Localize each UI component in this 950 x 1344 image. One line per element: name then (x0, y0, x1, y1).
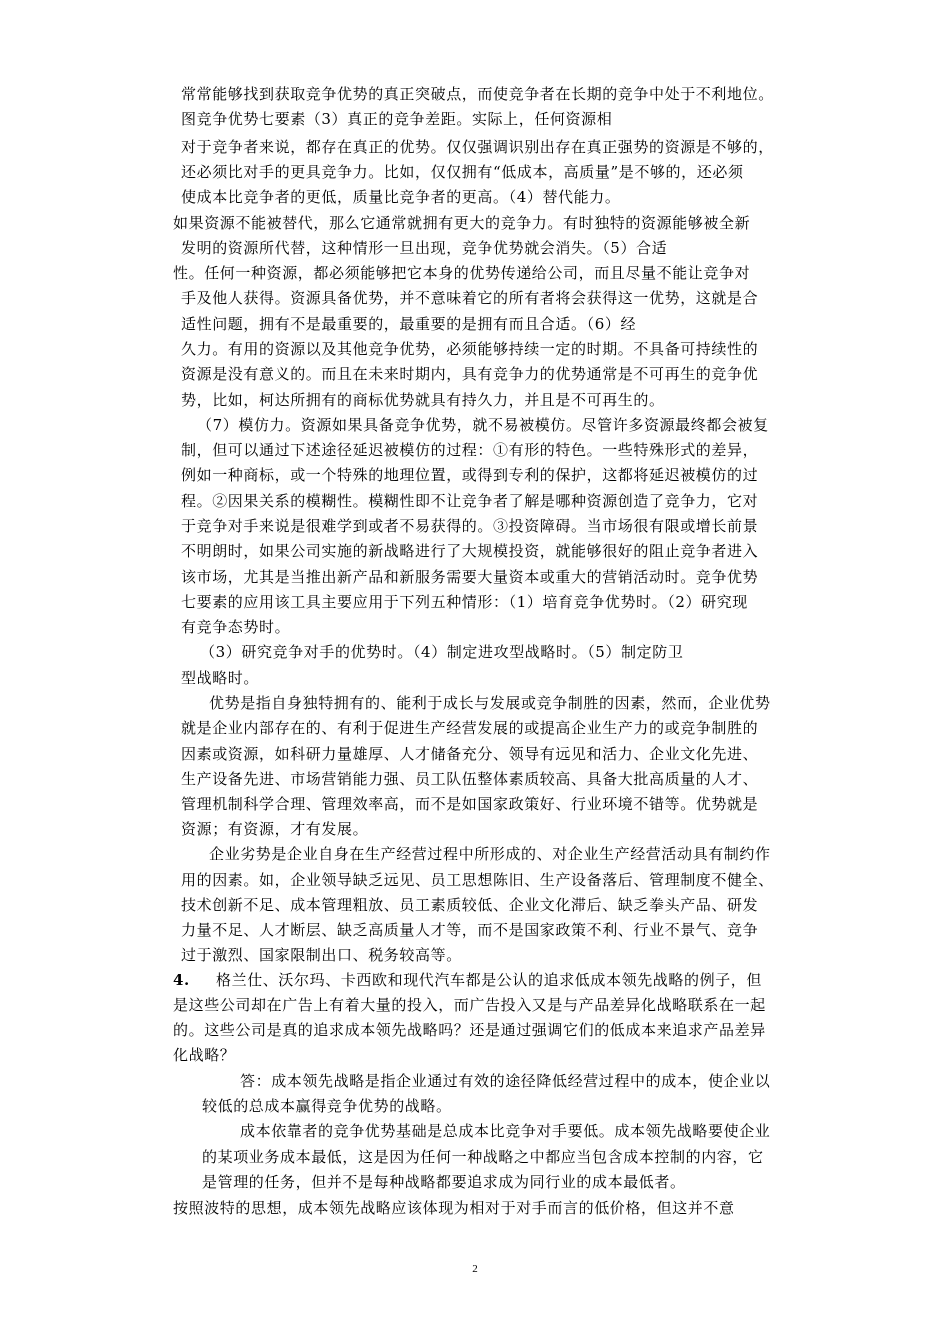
text-line: （7）模仿力。资源如果具备竞争优势，就不易被模仿。尽管许多资源最终都会被复 (197, 416, 769, 434)
text-line: 管理机制科学合理、管理效率高，而不是如国家政策好、行业环境不错等。优势就是 (181, 795, 759, 813)
text-line: 资源是没有意义的。而且在未来时期内，具有竞争力的优势通常是不可再生的竞争优 (181, 365, 759, 383)
text-line: 制，但可以通过下述途径延迟被模仿的过程：①有形的特色。一些特殊形式的差异， (181, 441, 759, 459)
text-line: 成本依靠者的竞争优势基础是总成本比竞争对手要低。成本领先战略要使企业 (240, 1122, 771, 1140)
text-line: 图竞争优势七要素（3）真正的竞争差距。实际上，任何资源相 (181, 110, 613, 128)
text-line: 常常能够找到获取竞争优势的真正突破点，而使竞争者在长期的竞争中处于不利地位。 (181, 85, 774, 103)
question-number: 4. (173, 971, 190, 989)
text-line: 化战略？ (173, 1046, 236, 1064)
text-line: 势，比如，柯达所拥有的商标优势就具有持久力，并且是不可再生的。 (181, 391, 665, 409)
text-line: 优势是指自身独特拥有的、能利于成长与发展或竞争制胜的因素，然而，企业优势 (209, 694, 771, 712)
page-number: 2 (472, 1263, 478, 1275)
text-line: 的某项业务成本最低，这是因为任何一种战略之中都应当包含成本控制的内容，它 (202, 1148, 764, 1166)
text-line: 格兰仕、沃尔玛、卡西欧和现代汽车都是公认的追求低成本领先战略的例子，但 (216, 971, 763, 989)
text-line: 因素或资源，如科研力量雄厚、人才储备充分、领导有远见和活力、企业文化先进、 (181, 745, 759, 763)
text-line: 就是企业内部存在的、有利于促进生产经营发展的或提高企业生产力的或竞争制胜的 (181, 719, 759, 737)
text-line: 的。这些公司是真的追求成本领先战略吗？还是通过强调它们的低成本来追求产品差异 (173, 1021, 766, 1039)
text-line: 较低的总成本赢得竞争优势的战略。 (202, 1097, 452, 1115)
text-line: 是这些公司却在广告上有着大量的投入，而广告投入又是与产品差异化战略联系在一起 (173, 996, 766, 1014)
text-line: 生产设备先进、市场营销能力强、员工队伍整体素质较高、具备大批高质量的人才、 (181, 770, 759, 788)
text-line: 对于竞争者来说，都存在真正的优势。仅仅强调识别出存在真正强势的资源是不够的， (181, 138, 774, 156)
text-line: 答：成本领先战略是指企业通过有效的途径降低经营过程中的成本，使企业以 (240, 1072, 771, 1090)
text-line: 力量不足、人才断层、缺乏高质量人才等，而不是国家政策不利、行业不景气、竞争 (181, 921, 759, 939)
text-line: 七要素的应用该工具主要应用于下列五种情形：（1）培育竞争优势时。（2）研究现 (181, 593, 748, 611)
text-line: （3）研究竞争对手的优势时。（4）制定进攻型战略时。（5）制定防卫 (200, 643, 684, 661)
text-line: 技术创新不足、成本管理粗放、员工素质较低、企业文化滞后、缺乏拳头产品、研发 (181, 896, 759, 914)
text-line: 不明朗时，如果公司实施的新战略进行了大规模投资，就能够很好的阻止竞争者进入 (181, 542, 759, 560)
text-line: 发明的资源所代替，这种情形一旦出现，竞争优势就会消失。（5）合适 (181, 239, 668, 257)
text-line: 性。任何一种资源，都必须能够把它本身的优势传递给公司，而且尽量不能让竞争对 (173, 264, 751, 282)
text-line: 是管理的任务，但并不是每种战略都要追求成为同行业的成本最低者。 (202, 1173, 686, 1191)
text-line: 过于激烈、国家限制出口、税务较高等。 (181, 946, 462, 964)
text-line: 该市场，尤其是当推出新产品和新服务需要大量资本或重大的营销活动时。竞争优势 (181, 568, 759, 586)
text-line: 适性问题，拥有不是最重要的，最重要的是拥有而且合适。（6）经 (181, 315, 637, 333)
text-line: 使成本比竞争者的更低，质量比竞争者的更高。（4）替代能力。 (181, 188, 621, 206)
text-line: 久力。有用的资源以及其他竞争优势，必须能够持续一定的时期。不具备可持续性的 (181, 340, 759, 358)
text-line: 型战略时。 (181, 669, 260, 687)
text-line: 企业劣势是企业自身在生产经营过程中所形成的、对企业生产经营活动具有制约作 (209, 845, 771, 863)
text-line: 于竞争对手来说是很难学到或者不易获得的。③投资障碍。当市场很有限或增长前景 (181, 517, 759, 535)
text-line: 按照波特的思想，成本领先战略应该体现为相对于对手而言的低价格，但这并不意 (173, 1199, 735, 1217)
text-line: 例如一种商标，或一个特殊的地理位置，或得到专利的保护，这都将延迟被模仿的过 (181, 466, 759, 484)
text-line: 用的因素。如，企业领导缺乏远见、员工思想陈旧、生产设备落后、管理制度不健全、 (181, 871, 774, 889)
text-line: 如果资源不能被替代，那么它通常就拥有更大的竞争力。有时独特的资源能够被全新 (173, 214, 751, 232)
text-line: 还必须比对手的更具竞争力。比如，仅仅拥有“低成本，高质量”是不够的，还必须 (181, 163, 744, 181)
text-line: 程。②因果关系的模糊性。模糊性即不让竞争者了解是哪种资源创造了竞争力，它对 (181, 492, 759, 510)
text-line: 有竞争态势时。 (181, 618, 291, 636)
text-line: 手及他人获得。资源具备优势，并不意味着它的所有者将会获得这一优势，这就是合 (181, 289, 759, 307)
text-line: 资源；有资源，才有发展。 (181, 820, 369, 838)
